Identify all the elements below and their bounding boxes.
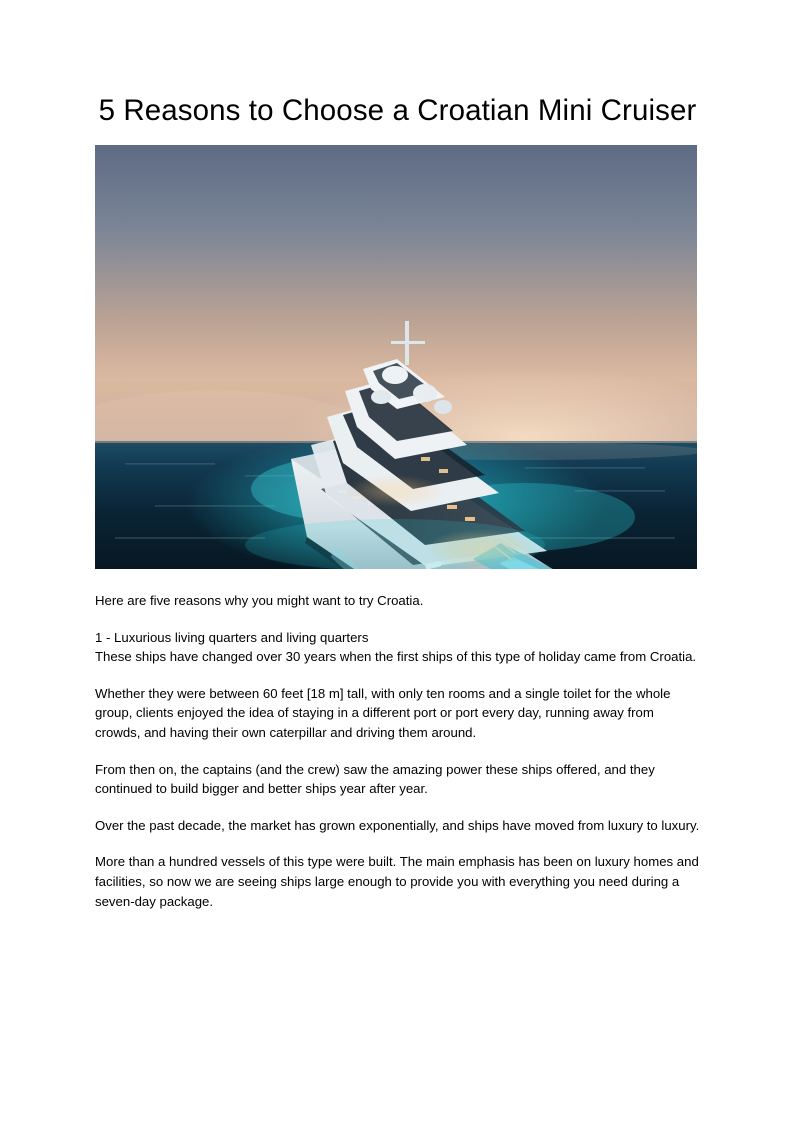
- paragraph-intro: Here are five reasons why you might want to try Croatia.: [95, 593, 424, 608]
- yacht-photo: [95, 145, 697, 569]
- document-content: [95, 88, 700, 928]
- paragraph-market: Over the past decade, the market has grown exponentially, and ships have moved from luxury to luxury.: [95, 817, 700, 833]
- paragraph-captains: From then on, the captains (and the crew) saw the amazing power these ships offered, and they continued to build bigger and better ships year after year.: [95, 761, 655, 797]
- yacht-illustration: [95, 145, 697, 569]
- reason-heading-block: [95, 628, 700, 667]
- reason-1-heading: 1 - Luxurious living quarters and living quarters: [95, 629, 369, 645]
- paragraph-vessels: More than a hundred vessels of this type were built. The main emphasis has been on luxury homes and facilities, so now we are seeing ships large enough to provide you with everything you need during a seven-day package.: [95, 854, 699, 909]
- page-title: 5 Reasons to Choose a Croatian Mini Cruiser: [98, 94, 697, 127]
- paragraph-history: Whether they were between 60 feet [18 m] tall, with only ten rooms and a single toilet for the whole group, clients enjoyed the idea of staying in a different port or port every day, running away from crowds, and having their own caterpillar and driving them around.: [95, 685, 671, 740]
- reason-1-text: These ships have changed over 30 years when the first ships of this type of holiday came from Croatia.: [95, 649, 697, 665]
